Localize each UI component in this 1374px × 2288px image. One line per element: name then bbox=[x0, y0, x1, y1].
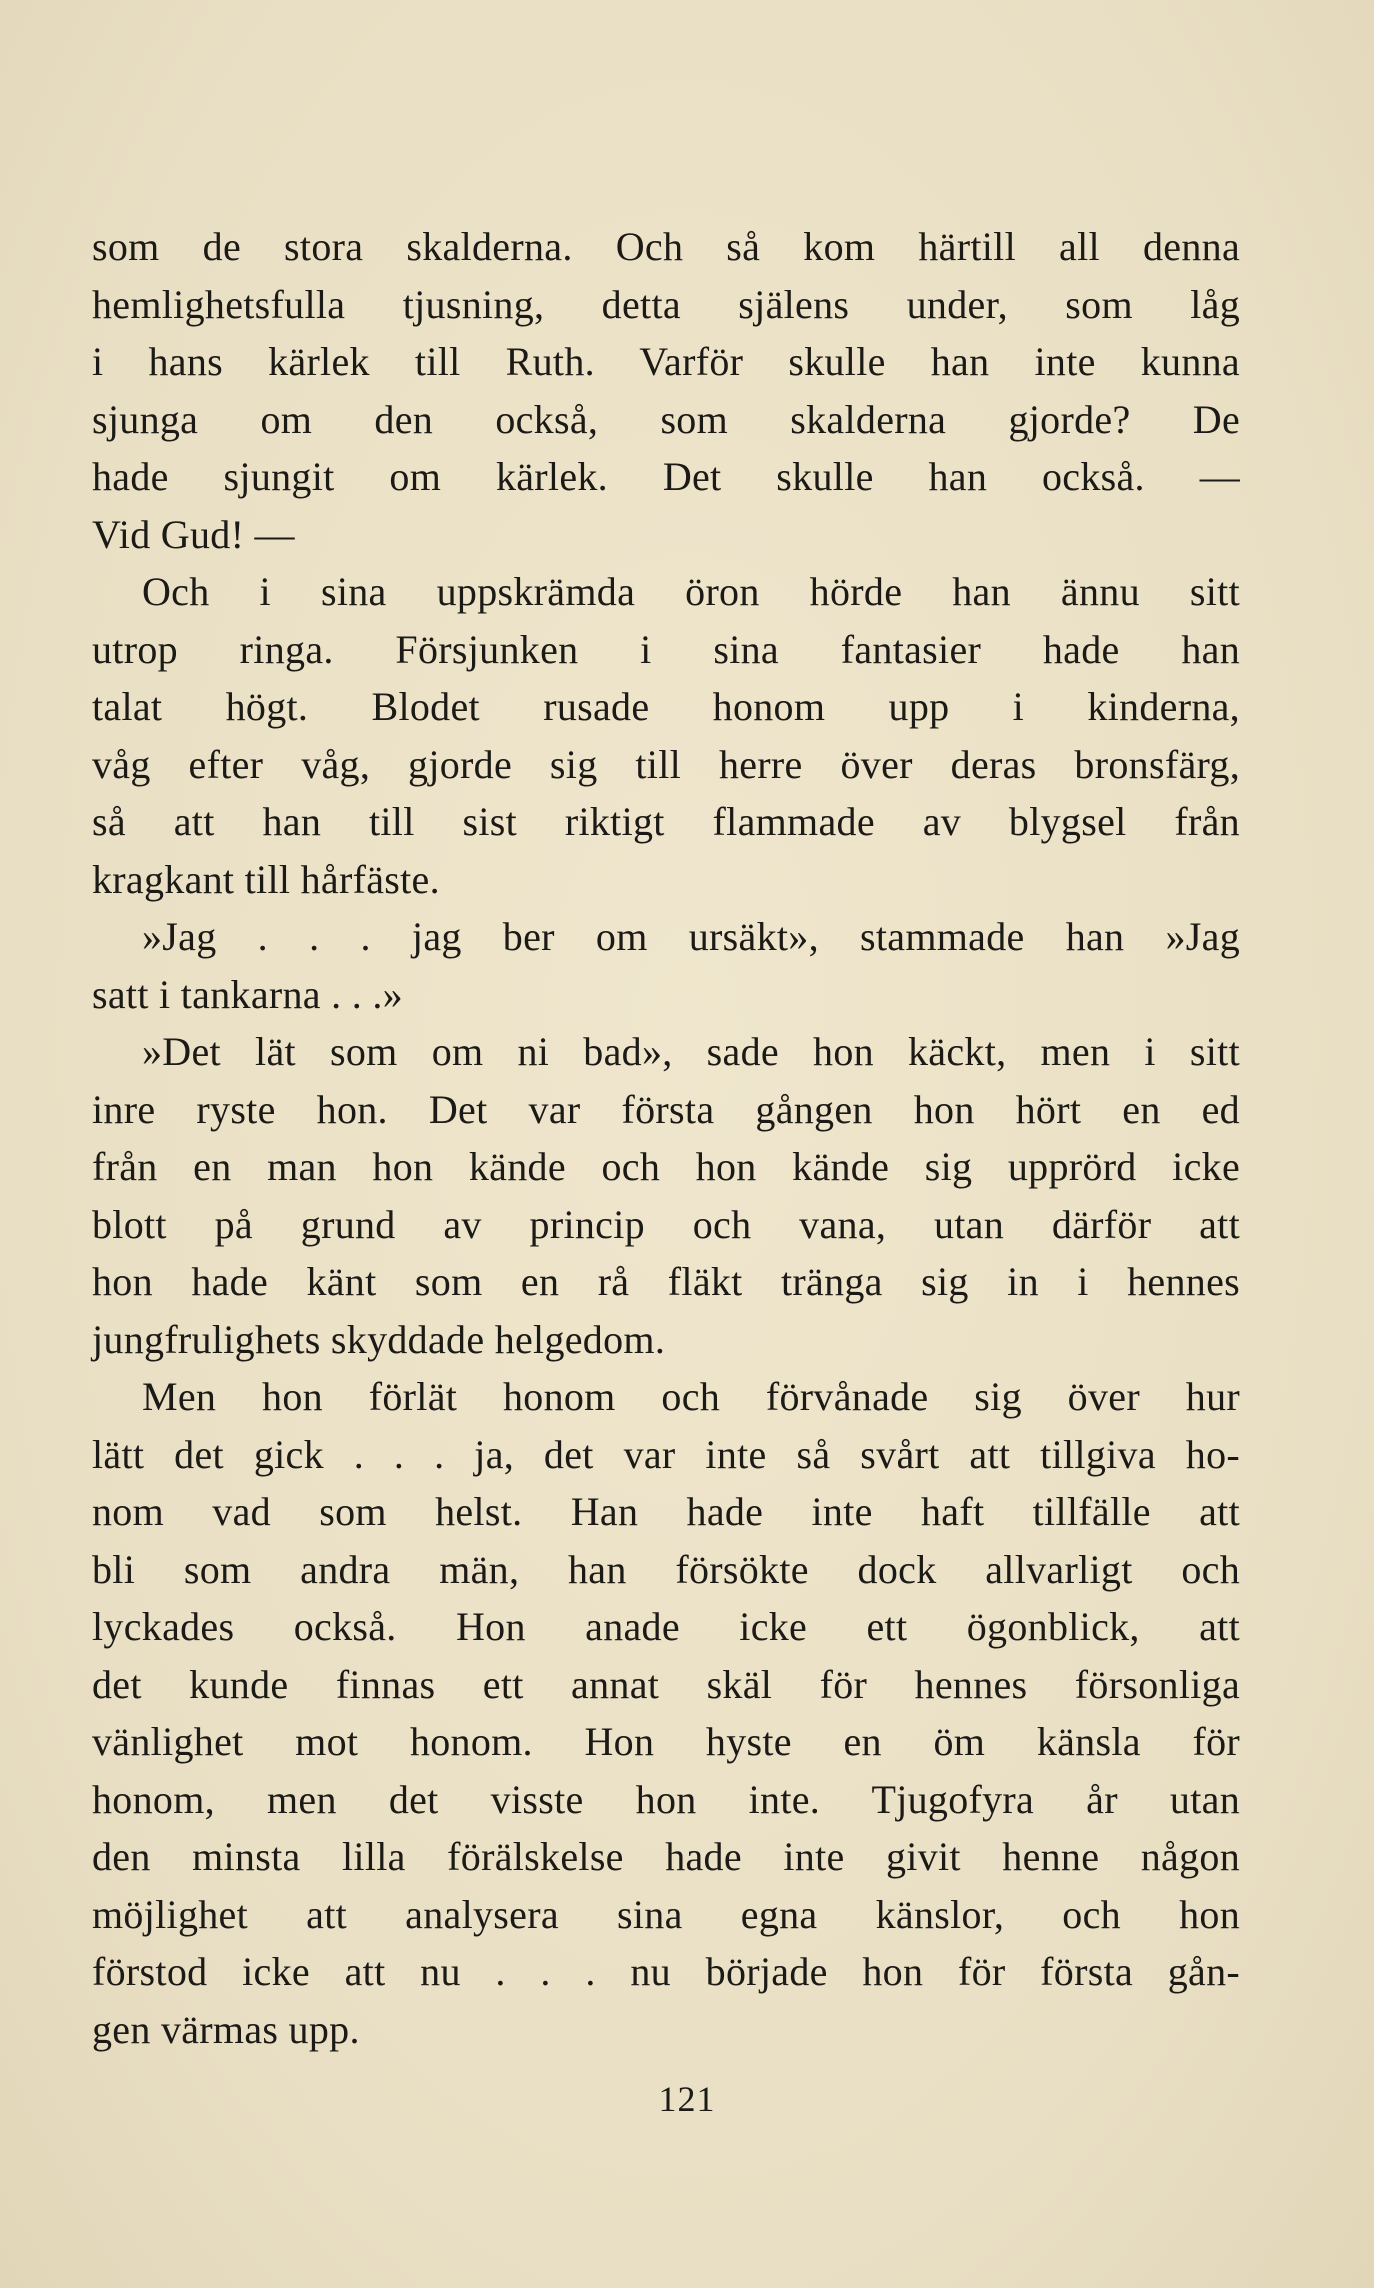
text-line: hemlighetsfulla tjusning, detta själens under, som låg bbox=[92, 281, 1240, 327]
text-line: förstod icke att nu . . . nu började hon för första gån- bbox=[92, 1949, 1240, 1994]
text-line: talat högt. Blodet rusade honom upp i kinderna, bbox=[92, 684, 1240, 729]
text-line: som de stora skalderna. Och så kom härtill all denna bbox=[92, 224, 1240, 269]
text-line: blott på grund av princip och vana, utan därför att bbox=[92, 1201, 1240, 1247]
text-line: hon hade känt som en rå fläkt tränga sig in i hennes bbox=[92, 1259, 1240, 1304]
text-line: inre ryste hon. Det var första gången hon hört en ed bbox=[92, 1086, 1240, 1132]
page-number: 121 bbox=[658, 2079, 716, 2119]
text-line: den minsta lilla förälskelse hade inte givit henne någon bbox=[92, 1834, 1240, 1879]
text-line: Men hon förlät honom och förvånade sig över hur bbox=[142, 1374, 1240, 1419]
text-line: våg efter våg, gjorde sig till herre över deras bronsfärg, bbox=[92, 741, 1240, 787]
text-line: gen värmas upp. bbox=[92, 2006, 360, 2052]
text-line: Vid Gud! — bbox=[92, 511, 295, 557]
text-line: lätt det gick . . . ja, det var inte så svårt att tillgiva ho- bbox=[92, 1431, 1240, 1477]
text-line: sjunga om den också, som skalderna gjorde? De bbox=[92, 396, 1240, 442]
text-line: vänlighet mot honom. Hon hyste en öm känsla för bbox=[92, 1719, 1240, 1764]
text-line: Och i sina uppskrämda öron hörde han ännu sitt bbox=[142, 569, 1240, 614]
text-line: hade sjungit om kärlek. Det skulle han också. — bbox=[92, 454, 1240, 499]
text-line: det kunde finnas ett annat skäl för hennes försonliga bbox=[92, 1661, 1240, 1707]
text-line: kragkant till hårfäste. bbox=[92, 856, 440, 902]
text-line: satt i tankarna . . .» bbox=[92, 971, 403, 1017]
body-text bbox=[92, 218, 1240, 2058]
text-line: »Jag . . . jag ber om ursäkt», stammade han »Jag bbox=[142, 914, 1240, 959]
text-line: så att han till sist riktigt flammade av blygsel från bbox=[92, 799, 1240, 844]
text-line: i hans kärlek till Ruth. Varför skulle han inte kunna bbox=[92, 339, 1240, 384]
text-line: bli som andra män, han försökte dock allvarligt och bbox=[92, 1546, 1240, 1592]
text-line: lyckades också. Hon anade icke ett ögonblick, att bbox=[92, 1604, 1240, 1649]
text-line: nom vad som helst. Han hade inte haft tillfälle att bbox=[92, 1489, 1240, 1534]
text-line: »Det lät som om ni bad», sade hon käckt, men i sitt bbox=[142, 1029, 1240, 1074]
text-line: jungfrulighets skyddade helgedom. bbox=[92, 1316, 666, 1362]
text-line: honom, men det visste hon inte. Tjugofyra år utan bbox=[92, 1776, 1240, 1822]
text-line: möjlighet att analysera sina egna känslor, och hon bbox=[92, 1891, 1240, 1937]
text-line: från en man hon kände och hon kände sig upprörd icke bbox=[92, 1144, 1240, 1189]
text-line: utrop ringa. Försjunken i sina fantasier hade han bbox=[92, 626, 1240, 672]
